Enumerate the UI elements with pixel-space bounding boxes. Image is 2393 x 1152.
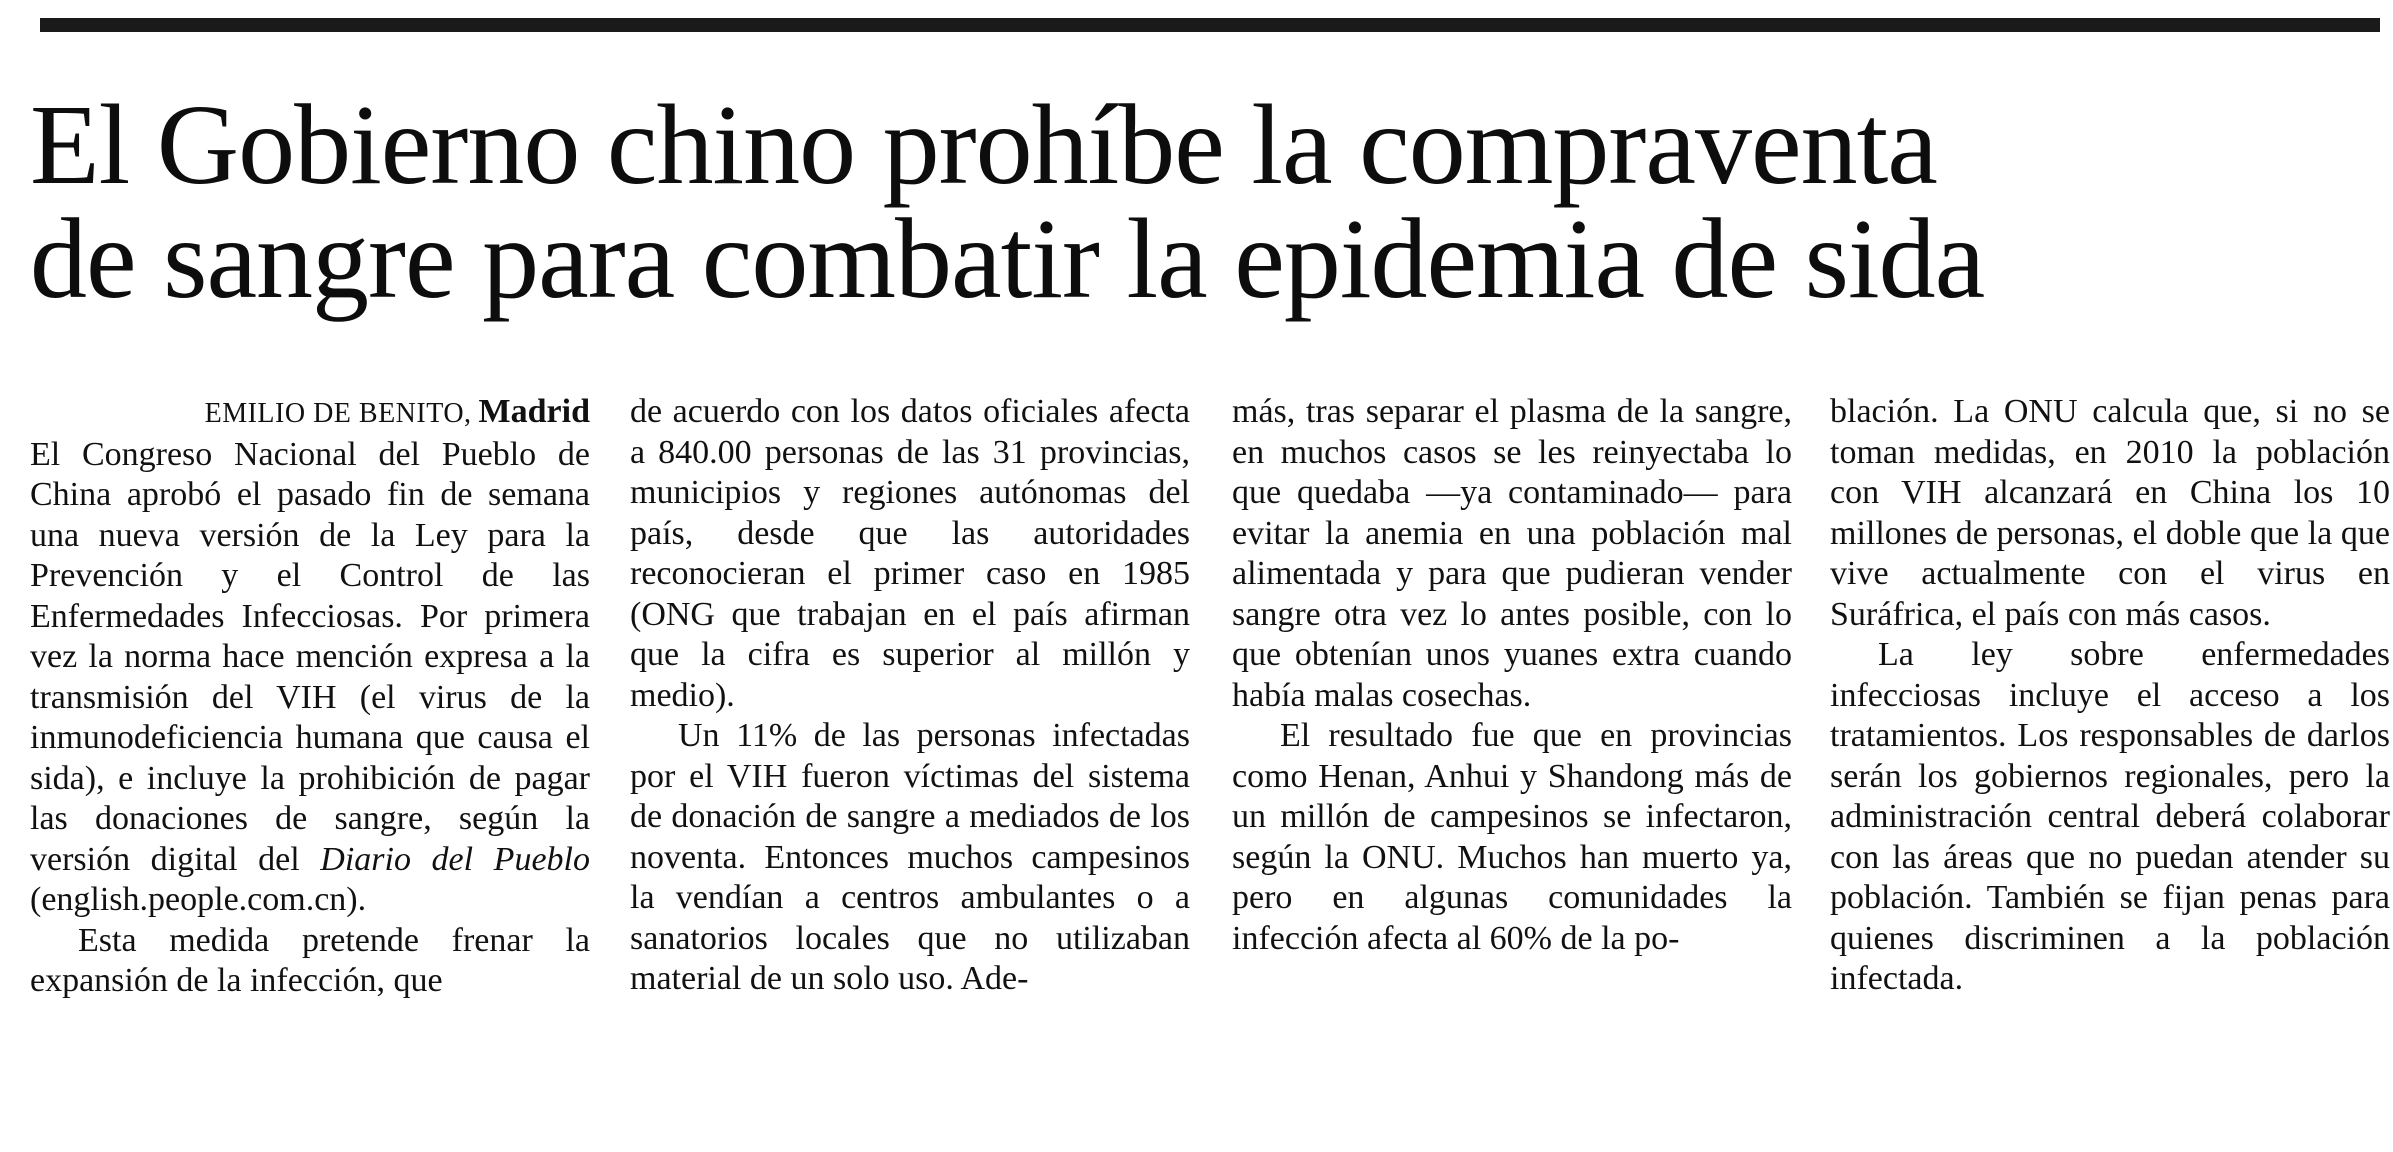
paragraph-3-start: Un 11% de las personas infectadas por el VIH fueron víctimas del sistema de donación de sangre a mediados de los noventa. Entonces muchos campesinos la vendían a centros ambulantes o a sanatorios locales que no utilizaban material de un solo uso. Ade-	[630, 717, 1190, 997]
headline-line-2: de sangre para combatir la epidemia de sida	[30, 195, 1985, 322]
paragraph-4-continued: blación. La ONU calcula que, si no se toman medidas, en 2010 la población con VIH alcanzará en China los 10 millones de personas, el doble que la que vive actualmente con el virus en Suráfrica, el país con más casos.	[1830, 393, 2390, 633]
article-column-2	[630, 392, 1190, 1000]
paragraph-1	[30, 435, 590, 921]
top-rule	[40, 18, 2380, 32]
paragraph-2-start: Esta medida pretende frenar la expansión de la infección, que	[30, 921, 590, 999]
paragraph-4-start: El resultado fue que en provincias como Henan, Anhui y Shandong más de un millón de campesinos se infectaron, según la ONU. Muchos han muerto ya, pero en algunas comunidades la infección afecta al 60% de la po-	[1232, 717, 1792, 957]
article-column-1	[30, 392, 590, 1002]
paragraph-2-continued: de acuerdo con los datos oficiales afecta a 840.00 personas de las 31 provincias, municipios y regiones autónomas del país, desde que las autoridades reconocieran el primer caso en 1985 (ONG que trabajan en el país afirman que la cifra es superior al millón y medio).	[630, 393, 1190, 714]
article-column-3	[1232, 392, 1792, 959]
byline-author: EMILIO DE BENITO,	[204, 398, 472, 429]
headline-line-1: El Gobierno chino prohíbe la compraventa	[30, 81, 1937, 208]
byline-place: Madrid	[478, 393, 590, 430]
paragraph-5: La ley sobre enfermedades infecciosas incluye el acceso a los tratamientos. Los responsables de darlos serán los gobiernos regionales, pero la administración central deberá colaborar con las áreas que no puedan atender su población. También se fijan penas para quienes discriminen a la población infectada.	[1830, 636, 2390, 997]
paragraph-1-text: El Congreso Nacional del Pueblo de China aprobó el pasado fin de semana una nueva versión de la Ley para la Prevención y el Control de las Enfermedades Infecciosas. Por primera vez la norma hace mención expresa a la transmisión del VIH (el virus de la inmunodeficiencia humana que causa el sida), e incluye la prohibición de pagar las donaciones de sangre, según la versión digital del	[30, 435, 590, 878]
headline	[30, 81, 2330, 322]
paragraph-3-continued: más, tras separar el plasma de la sangre, en muchos casos se les reinyectaba lo que quedaba —ya contaminado— para evitar la anemia en una población mal alimentada y para que pudieran vender sangre otra vez lo antes posible, con lo que obtenían unos yuanes extra cuando había malas cosechas.	[1232, 393, 1792, 714]
byline	[30, 392, 590, 435]
paragraph-1-end: (english.people.com.cn).	[30, 881, 367, 918]
newspaper-source: Diario del Pueblo	[320, 840, 590, 878]
article-column-4	[1830, 392, 2390, 1000]
